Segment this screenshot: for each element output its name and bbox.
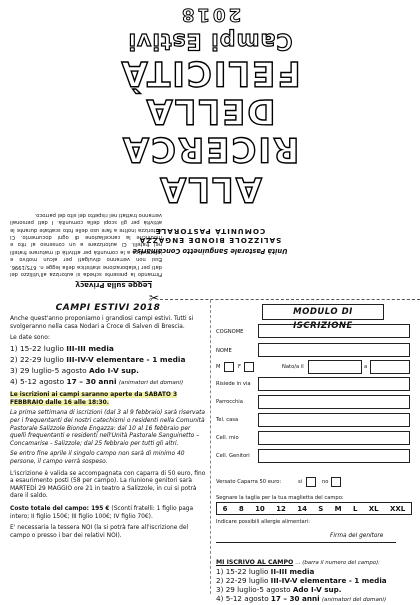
headline-line-2: RICERCA <box>120 129 300 169</box>
sex-f-checkbox[interactable] <box>244 362 254 372</box>
deposit-yes-label: si <box>298 479 303 485</box>
column-divider <box>210 300 211 594</box>
mobile-field[interactable] <box>258 431 410 445</box>
signature-label: Firma del genitore <box>330 533 384 539</box>
size-note: Segnare la taglia per la tua maglietta del campo: <box>216 495 344 501</box>
sex-m-checkbox[interactable] <box>224 362 234 372</box>
address-label: Risiede in via <box>216 381 251 387</box>
list-item: 2) 22-29 luglio III-IV-V elementare - 1 media <box>10 355 186 365</box>
cost-info: Costo totale del campo: 195 € (Sconti fratelli: 1 figlio paga intero; II figlio 150€; III figlio 100€; IV figlio 70€). <box>10 505 194 520</box>
deposit-yes-checkbox[interactable] <box>306 477 316 487</box>
birthdate-field[interactable] <box>308 360 362 374</box>
allergy-label: Indicare possibili allergie alimentari: <box>216 519 311 525</box>
form-title: MODULO DI ISCRIZIONE <box>262 304 384 320</box>
surname-label: COGNOME <box>216 329 244 335</box>
size-option[interactable]: 10 <box>255 504 265 513</box>
size-option[interactable]: XL <box>368 504 379 513</box>
subscription-minimum: Se entro fine aprile il singolo campo non sarà di minimo 40 persone, il campo verrà sospeso. <box>10 451 185 465</box>
signature-field[interactable] <box>216 542 396 543</box>
unit-name: Unità Pastorale Sanguinetto Concamarise <box>132 247 288 255</box>
dates-list <box>10 343 206 389</box>
home-phone-label: Tel. casa <box>216 417 239 423</box>
size-option[interactable]: S <box>318 504 324 513</box>
address-field[interactable] <box>258 377 410 391</box>
list-item: 4) 5-12 agosto 17 – 30 anni (animatori del domani) <box>10 377 184 387</box>
deposit-no-checkbox[interactable] <box>331 477 341 487</box>
size-option[interactable]: 8 <box>238 504 244 513</box>
cover-section <box>0 0 420 297</box>
campi-estivi-title: Campi Estivi <box>127 28 293 53</box>
deposit-label: Versato Caparra 50 euro: <box>216 479 282 485</box>
birthplace-label: a <box>364 364 368 370</box>
mobile-label: Cell. mio <box>216 435 239 441</box>
dates-heading: Le date sono: <box>10 335 50 342</box>
deposit-no-label: no <box>322 479 329 485</box>
enroll-heading: MI ISCRIVO AL CAMPO ... (barra il numero del campo): <box>216 559 380 566</box>
year-title: 2018 <box>178 4 242 25</box>
size-option[interactable]: 14 <box>297 504 307 513</box>
list-item[interactable]: 3) 29 luglio-5 agosto Ado I-V sup. <box>216 585 342 594</box>
info-intro: Anche quest'anno proponiamo i grandiosi campi estivi. Tutti si svolgeranno nella casa Nodari a Croce di Salven di Brescia. <box>10 316 194 330</box>
name-label: NOME <box>216 348 232 354</box>
deposit-info: L'iscrizione è valida se accompagnata con caparra di 50 euro, fino a esaurimento posti (58 per campo). La riunione genitori sarà MARTEDÌ 29 MAGGIO ore 21 in teatro a Salizzole, in cui si potrà dare il saldo. <box>10 470 206 500</box>
list-item: 3) 29 luglio-5 agosto Ado I-V sup. <box>10 366 139 376</box>
parents-mobile-label: Cell. Genitori <box>216 453 250 459</box>
scissors-icon: ✂ <box>149 291 160 305</box>
list-item: 1) 15-22 luglio III-III media <box>10 344 114 354</box>
headline-line-1: ALLA <box>158 169 262 209</box>
list-item[interactable]: 4) 5-12 agosto 17 – 30 anni (animatori del domani) <box>216 594 387 603</box>
parishes-name: SALIZZOLE BIONDE ENGAZZA <box>138 236 282 245</box>
home-phone-field[interactable] <box>258 413 410 427</box>
list-item[interactable]: 1) 15-22 luglio II-III media <box>216 567 315 576</box>
tshirt-size-block <box>216 495 412 515</box>
enroll-list <box>216 567 416 605</box>
sex-f-label: F <box>238 364 241 370</box>
headline-line-4: FELICITÀ <box>119 53 301 93</box>
size-option[interactable]: L <box>352 504 358 513</box>
size-option[interactable]: 6 <box>222 504 228 513</box>
size-option[interactable]: XXL <box>389 504 406 513</box>
size-option[interactable]: 12 <box>276 504 286 513</box>
subscription-priority: La prima settimana di iscrizioni (dal 3 al 9 febbraio) sarà riservata per i frequentanti dei nostri catechismi o residenti nella Comunità Pastorale Salizzole Bionde Engazza: dal 10 al 16 febbraio per quelli frequentanti e residenti nell'Unità Pastorale Sanguinetto – Concamarise - Salizzole; dal 25 febbraio per tutti gli altri. <box>10 410 206 447</box>
sex-m-label: M <box>216 364 221 370</box>
size-options <box>216 502 412 515</box>
birthplace-field[interactable] <box>370 360 410 374</box>
birthdate-label: Nato/a il <box>282 364 304 370</box>
cut-line <box>160 299 420 300</box>
headline-line-3: DELLA <box>144 91 276 131</box>
community-name: COMUNITÀ PASTORALE <box>154 227 266 236</box>
surname-field[interactable] <box>258 324 410 338</box>
parish-field[interactable] <box>258 395 410 409</box>
privacy-text: Firmando la presente scheda si autorizza all'utilizzo dei dati per l'elaborazione statistica della legge n. 675/1996. Essi non verranno divulgati per alcun motivo e informatico a la comunità per attività di maturare fratelli nei fratelli. Ci autorizzare a un consenso al rito e modifiche la cancellazione di ogni documento. Ci autorizza inoltre a fare uso delle foto scattate durante le attività per gli scopi della comunità. I dati personali verranno trattati nel rispetto del sito del parroco. <box>10 211 162 277</box>
size-option[interactable]: M <box>334 504 342 513</box>
info-column <box>10 303 206 540</box>
parents-mobile-field[interactable] <box>258 449 410 463</box>
subscription-open: Le iscrizioni ai campi saranno aperte da SABATO 3 FEBBRAIO dalle 16 alle 18:30. <box>10 392 178 406</box>
parish-label: Parrocchia <box>216 399 243 405</box>
card-note: E' necessaria la tessera NOI (la si potrà fare all'iscrizione del campo o presso i bar dei relativi NOI). <box>10 525 189 539</box>
privacy-title: Legge sulla Privacy <box>75 281 152 289</box>
name-field[interactable] <box>258 343 410 357</box>
info-title: CAMPI ESTIVI 2018 <box>55 303 161 313</box>
list-item[interactable]: 2) 22-29 luglio III-IV-V elementare - 1 media <box>216 576 387 585</box>
